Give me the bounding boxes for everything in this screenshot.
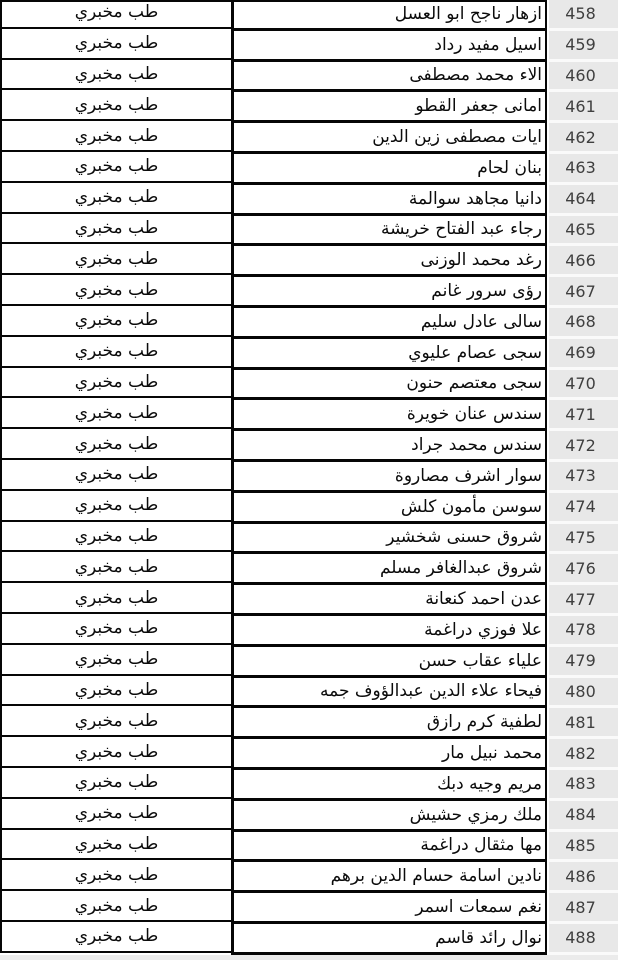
name-cell-text: رؤى سرور غانم [431,281,542,302]
specialty-cell-text: طب مخبري [74,710,159,731]
specialty-cell-text: طب مخبري [74,464,159,485]
row-number-cell[interactable] [549,216,618,247]
specialty-cell-text: طب مخبري [74,525,159,546]
name-cell[interactable] [231,370,547,401]
name-cell[interactable] [231,770,547,801]
specialty-cell-text: طب مخبري [74,63,159,84]
specialty-cell[interactable] [0,337,231,368]
row-number-cell[interactable] [549,862,618,893]
specialty-cell[interactable] [0,275,231,306]
row-number-cell-text: 469 [565,343,596,363]
name-cell[interactable] [231,801,547,832]
row-number-cell[interactable] [549,801,618,832]
row-number-cell[interactable] [549,246,618,277]
name-cell[interactable] [231,92,547,123]
specialty-cell-text: طب مخبري [74,125,159,146]
specialty-cell[interactable] [0,121,231,152]
specialty-cell-text: طب مخبري [74,94,159,115]
name-cell[interactable] [231,462,547,493]
specialty-cell-text: طب مخبري [74,371,159,392]
specialty-cell[interactable] [0,29,231,60]
row-number-cell-text: 460 [565,65,596,85]
row-number-cell-text: 468 [565,312,596,332]
row-number-cell-text: 480 [565,681,596,701]
specialty-cell[interactable] [0,737,231,768]
row-number-cell[interactable] [549,277,618,308]
name-cell-text: رجاء عبد الفتاح خريشة [381,219,542,240]
row-number-cell[interactable] [549,832,618,863]
name-cell-text: بنان لحام [477,157,542,178]
row-number-cell-text: 473 [565,466,596,486]
name-cell-text: الاء محمد مصطفى [409,65,542,86]
row-number-cell[interactable] [549,647,618,678]
name-cell-text: اسيل مفيد رداد [434,34,542,55]
row-number-cell-text: 464 [565,189,596,209]
name-cell-text: ملك رمزي حشيش [409,804,542,825]
row-number-cell-text: 470 [565,373,596,393]
specialty-cell-text: طب مخبري [74,2,159,23]
specialty-cell-text: طب مخبري [74,310,159,331]
name-cell-text: محمد نبيل مار [442,743,542,764]
row-number-cell[interactable] [549,462,618,493]
specialty-cell[interactable] [0,706,231,737]
name-cell-text: سجى معتصم حنون [406,373,542,394]
row-number-cell[interactable] [549,400,618,431]
name-cell[interactable] [231,31,547,62]
row-number-cell[interactable] [549,554,618,585]
name-cell[interactable] [231,832,547,863]
name-cell[interactable] [231,216,547,247]
row-number-cell-text: 488 [565,928,596,948]
specialty-cell[interactable] [0,491,231,522]
specialty-cell[interactable] [0,552,231,583]
row-number-cell-text: 461 [565,96,596,116]
specialty-cell[interactable] [0,214,231,245]
specialty-cell[interactable] [0,583,231,614]
row-number-cell-text: 465 [565,219,596,239]
specialty-cell-text: طب مخبري [74,803,159,824]
name-cell[interactable] [231,893,547,924]
name-cell-text: رغد محمد الوزنى [420,250,542,271]
name-cell[interactable] [231,708,547,739]
name-cell[interactable] [231,739,547,770]
specialty-cell-text: طب مخبري [74,433,159,454]
name-cell-text: علا فوزي دراغمة [424,619,542,640]
specialty-cell[interactable] [0,429,231,460]
row-number-cell-text: 466 [565,250,596,270]
row-number-cell[interactable] [549,431,618,462]
name-cell[interactable] [231,431,547,462]
name-cell[interactable] [231,246,547,277]
name-cell[interactable] [231,339,547,370]
row-number-cell-text: 476 [565,558,596,578]
name-cell-text: شروق عبدالغافر مسلم [379,558,542,579]
row-number-cell-text: 467 [565,281,596,301]
row-number-cell[interactable] [549,770,618,801]
row-number-cell[interactable] [549,616,618,647]
row-number-cell-text: 471 [565,404,596,424]
row-number-cell-text: 475 [565,527,596,547]
specialty-cell-text: طب مخبري [74,248,159,269]
name-cell[interactable] [231,0,547,31]
specialty-cell-text: طب مخبري [74,833,159,854]
row-number-cell[interactable] [549,62,618,93]
specialty-cell[interactable] [0,614,231,645]
row-number-cell-text: 463 [565,158,596,178]
row-number-cell-text: 474 [565,497,596,517]
specialty-cell-text: طب مخبري [74,341,159,362]
row-number-cell-text: 472 [565,435,596,455]
specialty-cell[interactable] [0,152,231,183]
specialty-cell[interactable] [0,645,231,676]
name-cell-text: مها مثقال دراغمة [420,835,542,856]
row-number-cell-text: 459 [565,35,596,55]
specialty-cell[interactable] [0,522,231,553]
name-cell[interactable] [231,647,547,678]
name-cell[interactable] [231,678,547,709]
row-number-cell-text: 484 [565,805,596,825]
name-cell[interactable] [231,524,547,555]
specialty-cell-text: طب مخبري [74,649,159,670]
row-number-cell-text: 479 [565,651,596,671]
row-number-cell-text: 487 [565,897,596,917]
name-cell-text: نغم سمعات اسمر [415,897,542,917]
specialty-cell-text: طب مخبري [74,33,159,54]
row-number-cell-text: 481 [565,712,596,732]
name-cell-text: سندس محمد جراد [411,435,542,456]
specialty-cell-text: طب مخبري [74,587,159,608]
row-number-cell[interactable] [549,739,618,770]
specialty-cell[interactable] [0,676,231,707]
specialty-cell-text: طب مخبري [74,402,159,423]
specialty-cell[interactable] [0,460,231,491]
row-number-cell-text: 485 [565,835,596,855]
row-number-cell[interactable] [549,893,618,924]
name-cell-text: علياء عقاب حسن [418,650,542,671]
row-number-cell-text: 477 [565,589,596,609]
row-number-cell-text: 483 [565,774,596,794]
name-cell-text: سوسن مأمون كلش [400,496,542,517]
row-number-cell[interactable] [549,708,618,739]
row-number-cell-text: 478 [565,620,596,640]
name-cell[interactable] [231,123,547,154]
name-cell[interactable] [231,862,547,893]
name-cell-text: ازهار ناجح ابو العسل [394,3,542,24]
specialty-cell[interactable] [0,799,231,830]
row-number-cell[interactable] [549,185,618,216]
name-cell[interactable] [231,154,547,185]
specialty-cell-text: طب مخبري [74,864,159,885]
specialty-cell-text: طب مخبري [74,187,159,208]
specialty-cell-text: طب مخبري [74,156,159,177]
specialty-cell[interactable] [0,922,231,953]
specialty-column [0,0,231,953]
row-number-cell[interactable] [549,92,618,123]
specialty-cell[interactable] [0,768,231,799]
name-cell-text: ايات مصطفى زين الدين [372,127,542,148]
specialty-cell[interactable] [0,60,231,91]
row-number-cell[interactable] [549,123,618,154]
name-cell[interactable] [231,185,547,216]
row-number-cell[interactable] [549,31,618,62]
names-column [231,0,547,955]
specialty-cell-text: طب مخبري [74,556,159,577]
row-number-column [549,0,618,955]
specialty-cell-text: طب مخبري [74,618,159,639]
name-cell-text: نوال رائد قاسم [435,927,542,948]
name-cell-text: سجى عصام عليوي [408,342,542,363]
specialty-cell-text: طب مخبري [74,895,159,916]
name-cell-text: فيحاء علاء الدين عبدالؤوف جمه [320,681,542,702]
name-cell[interactable] [231,277,547,308]
specialty-cell[interactable] [0,891,231,922]
row-number-cell[interactable] [549,0,618,31]
name-cell[interactable] [231,924,547,955]
row-number-cell[interactable] [549,339,618,370]
name-cell-text: لطفية كرم رازق [426,712,542,733]
row-number-cell[interactable] [549,154,618,185]
specialty-cell-text: طب مخبري [74,926,159,947]
name-cell[interactable] [231,308,547,339]
specialty-cell-text: طب مخبري [74,772,159,793]
row-number-cell[interactable] [549,308,618,339]
row-number-cell[interactable] [549,493,618,524]
name-cell-text: سالى عادل سليم [420,311,542,332]
specialty-cell[interactable] [0,398,231,429]
name-cell-text: امانى جعفر القطو [415,96,542,117]
row-number-cell-text: 482 [565,743,596,763]
specialty-cell[interactable] [0,90,231,121]
name-cell[interactable] [231,616,547,647]
specialty-cell-text: طب مخبري [74,217,159,238]
name-cell-text: دانيا مجاهد سوالمة [408,188,542,209]
name-cell-text: سوار اشرف مصاروة [394,465,542,486]
specialty-cell-text: طب مخبري [74,279,159,300]
row-number-cell-text: 486 [565,866,596,886]
row-number-cell-text: 462 [565,127,596,147]
specialty-cell[interactable] [0,244,231,275]
specialty-cell-text: طب مخبري [74,495,159,516]
specialty-cell[interactable] [0,368,231,399]
specialty-cell[interactable] [0,860,231,891]
bottom-edge-strip [0,955,618,960]
name-cell[interactable] [231,554,547,585]
name-cell-text: شروق حسنى شخشير [386,527,542,548]
specialty-cell-text: طب مخبري [74,741,159,762]
specialty-cell[interactable] [0,183,231,214]
name-cell-text: سندس عنان خويرة [406,404,542,425]
name-cell-text: عدن احمد كنعانة [425,589,542,610]
row-number-cell-text: 458 [565,4,596,24]
name-cell-text: مريم وجيه دبك [437,773,542,794]
name-cell[interactable] [231,493,547,524]
name-cell[interactable] [231,585,547,616]
specialty-cell[interactable] [0,306,231,337]
specialty-cell[interactable] [0,0,231,29]
specialty-cell-text: طب مخبري [74,679,159,700]
row-number-cell[interactable] [549,678,618,709]
row-number-cell[interactable] [549,924,618,955]
row-number-cell[interactable] [549,524,618,555]
name-cell-text: نادين اسامة حسام الدين برهم [330,866,542,887]
row-number-cell[interactable] [549,370,618,401]
specialty-cell[interactable] [0,830,231,861]
row-number-cell[interactable] [549,585,618,616]
name-cell[interactable] [231,62,547,93]
name-cell[interactable] [231,400,547,431]
